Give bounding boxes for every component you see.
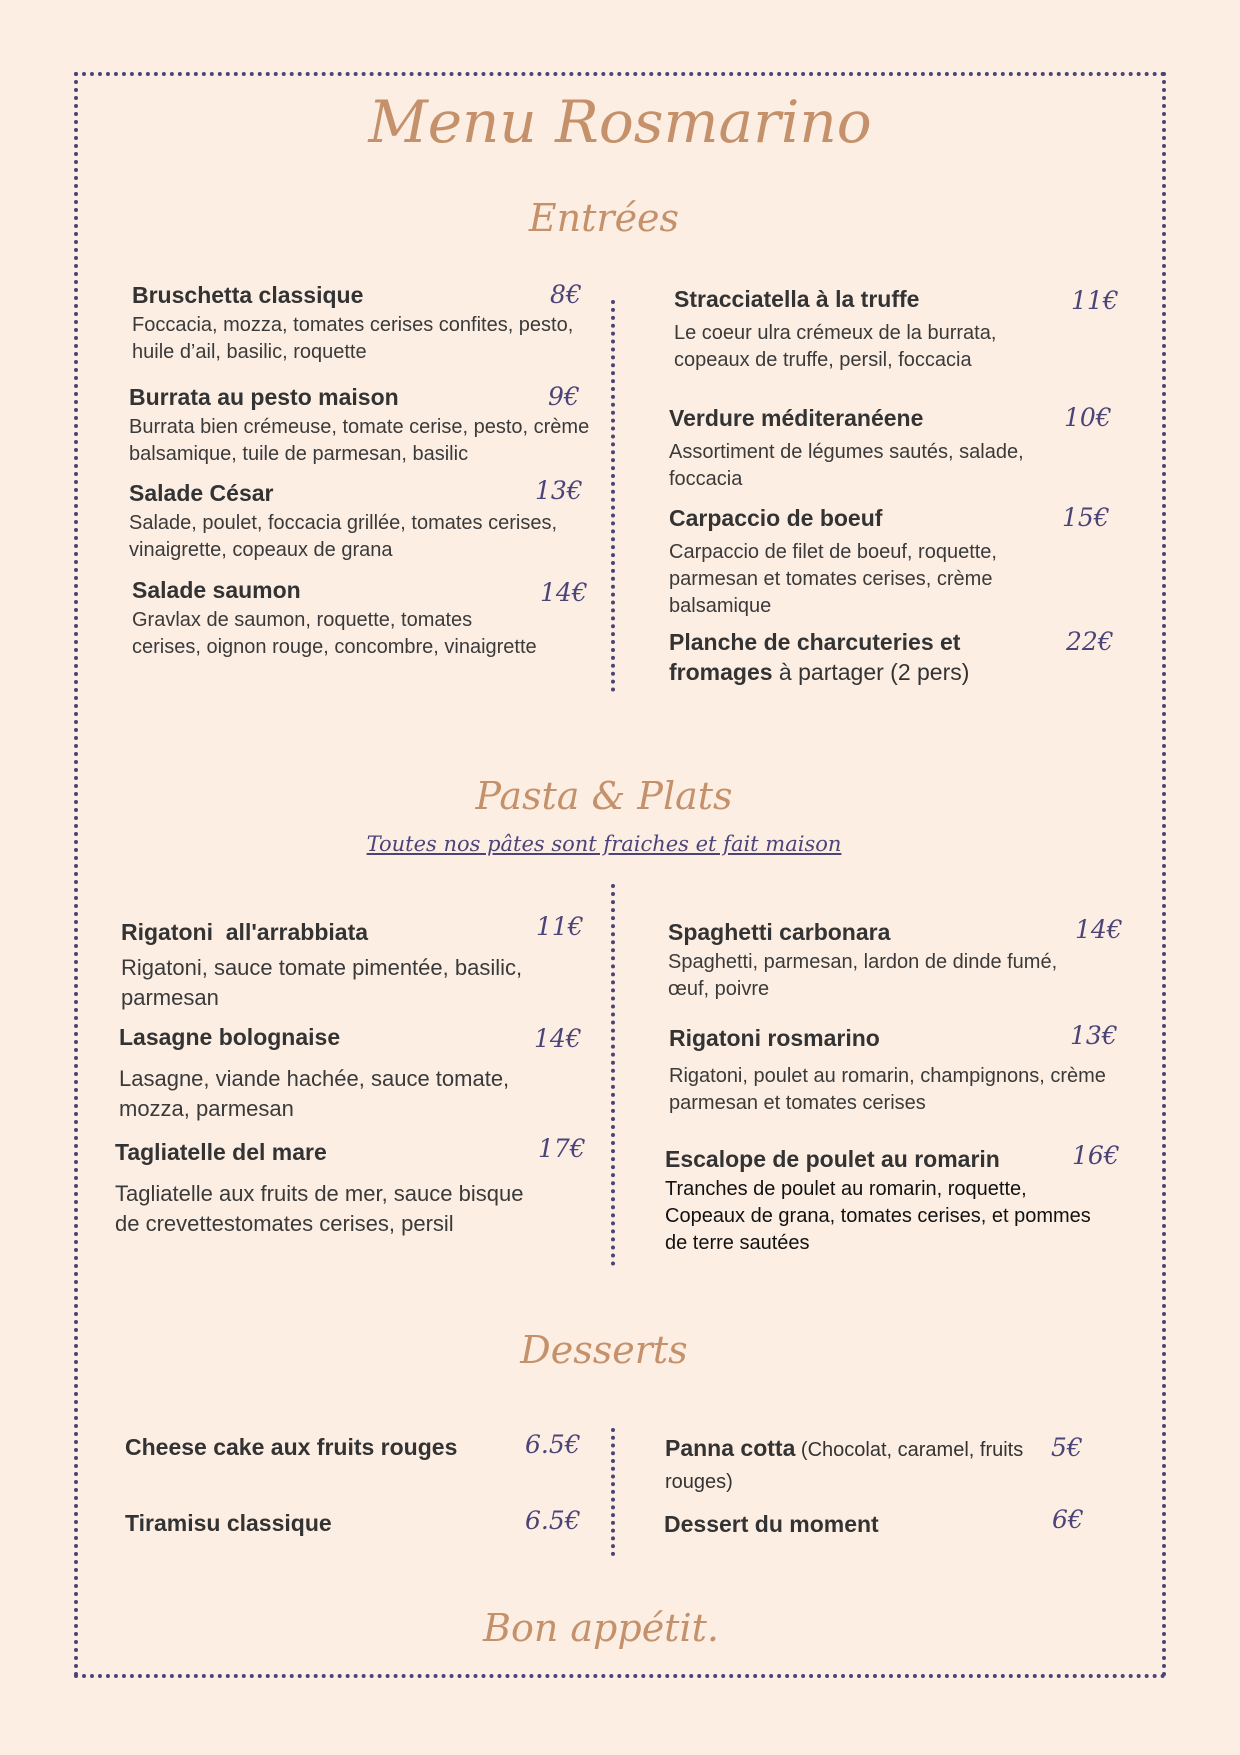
item-name: Carpaccio de boeuf (669, 505, 883, 531)
item-price: 14€ (534, 1024, 582, 1053)
item-price: 8€ (550, 280, 582, 309)
item-description: Gravlax de saumon, roquette, tomates cerises, oignon rouge, concombre, vinaigrette (132, 609, 537, 658)
menu-item (665, 1433, 1035, 1497)
item-name-text: Planche de charcuteries et fromages (669, 629, 961, 685)
item-description: Tranches de poulet au romarin, roquette, Copeaux de grana, tomates cerises, et pommes de terre sautées (665, 1178, 1091, 1254)
menu-item (674, 284, 1074, 374)
item-description: Lasagne, viande hachée, sauce tomate, mozza, parmesan (119, 1066, 510, 1121)
item-name: Cheese cake aux fruits rouges (125, 1434, 458, 1460)
item-name: Dessert du moment (664, 1511, 879, 1537)
menu-item (121, 917, 541, 1013)
item-price: 5€ (1051, 1433, 1083, 1462)
item-price: 9€ (548, 382, 580, 411)
item-description: Carpaccio de filet de boeuf, roquette, parmesan et tomates cerises, crème balsamique (669, 541, 997, 617)
menu-item (129, 382, 609, 468)
item-name: Escalope de poulet au romarin (665, 1146, 1000, 1172)
column-divider-pasta (611, 884, 615, 1266)
item-price: 6.5€ (525, 1506, 581, 1535)
item-description: Le coeur ulra crémeux de la burrata, copeaux de truffe, persil, foccacia (674, 322, 997, 371)
item-price: 10€ (1064, 403, 1112, 432)
section-subtitle: Toutes nos pâtes sont fraiches et fait maison (366, 832, 842, 856)
item-name (665, 1433, 1035, 1497)
item-name: Bruschetta classique (132, 282, 364, 308)
menu-item (664, 1509, 1044, 1539)
section-title-desserts: Desserts (520, 1328, 688, 1372)
item-note: à partager (2 pers) (772, 659, 970, 685)
section-title-entrees: Entrées (528, 196, 680, 240)
menu-item (125, 1508, 525, 1538)
item-description: Foccacia, mozza, tomates cerises confites, pesto, huile d’ail, basilic, roquette (132, 314, 574, 363)
menu-item (115, 1137, 545, 1239)
menu-item (119, 1022, 519, 1124)
menu-item (669, 1023, 1119, 1117)
item-price: 13€ (535, 476, 583, 505)
item-name: Salade César (129, 480, 274, 506)
item-description: Tagliatelle aux fruits de mer, sauce bisque de crevettestomates cerises, persil (115, 1181, 524, 1236)
menu-item (125, 1432, 545, 1462)
item-description: Rigatoni, sauce tomate pimentée, basilic, parmesan (121, 955, 523, 1010)
menu-item (669, 503, 1069, 620)
item-description: Burrata bien crémeuse, tomate cerise, pesto, crème balsamique, tuile de parmesan, basilic (129, 416, 590, 465)
item-description: Assortiment de légumes sautés, salade, foccacia (669, 441, 1024, 490)
item-price: 17€ (538, 1134, 586, 1163)
menu-item (669, 627, 1019, 687)
item-name-text: Panna cotta (665, 1435, 796, 1461)
closing-message: Bon appétit. (483, 1606, 719, 1650)
item-price: 15€ (1062, 503, 1110, 532)
column-divider-desserts (611, 1428, 615, 1556)
section-title-pasta: Pasta & Plats (475, 774, 733, 818)
item-name: Tiramisu classique (125, 1510, 332, 1536)
item-price: 6.5€ (525, 1430, 581, 1459)
item-description: Rigatoni, poulet au romarin, champignons, crème parmesan et tomates cerises (669, 1065, 1106, 1114)
item-name: Burrata au pesto maison (129, 384, 399, 410)
item-name: Tagliatelle del mare (115, 1139, 327, 1165)
item-price: 11€ (1071, 286, 1119, 315)
item-name: Stracciatella à la truffe (674, 286, 920, 312)
item-name: Rigatoni all'arrabbiata (121, 919, 369, 945)
item-price: 13€ (1070, 1021, 1118, 1050)
item-price: 11€ (536, 912, 584, 941)
item-name (669, 627, 1019, 687)
item-price: 14€ (1075, 915, 1123, 944)
item-price: 22€ (1066, 627, 1114, 656)
item-price: 14€ (540, 578, 588, 607)
menu-item (669, 403, 1069, 493)
menu-item (665, 1144, 1105, 1257)
menu-item (129, 478, 589, 564)
menu-title: Menu Rosmarino (368, 88, 872, 156)
item-price: 6€ (1052, 1505, 1084, 1534)
item-price: 16€ (1072, 1141, 1120, 1170)
column-divider-entrees (611, 300, 615, 692)
item-name: Salade saumon (132, 577, 301, 603)
menu-item (132, 575, 542, 661)
item-description: Salade, poulet, foccacia grillée, tomates cerises, vinaigrette, copeaux de grana (129, 512, 557, 561)
item-description: Spaghetti, parmesan, lardon de dinde fumé, œuf, poivre (668, 951, 1058, 1000)
item-name: Verdure méditeranéene (669, 405, 924, 431)
item-name: Lasagne bolognaise (119, 1024, 341, 1050)
menu-item (668, 917, 1088, 1003)
item-name: Spaghetti carbonara (668, 919, 891, 945)
item-note: (Chocolat, caramel, fruits rouges) (665, 1439, 1024, 1493)
item-name: Rigatoni rosmarino (669, 1025, 880, 1051)
menu-item (132, 280, 602, 366)
